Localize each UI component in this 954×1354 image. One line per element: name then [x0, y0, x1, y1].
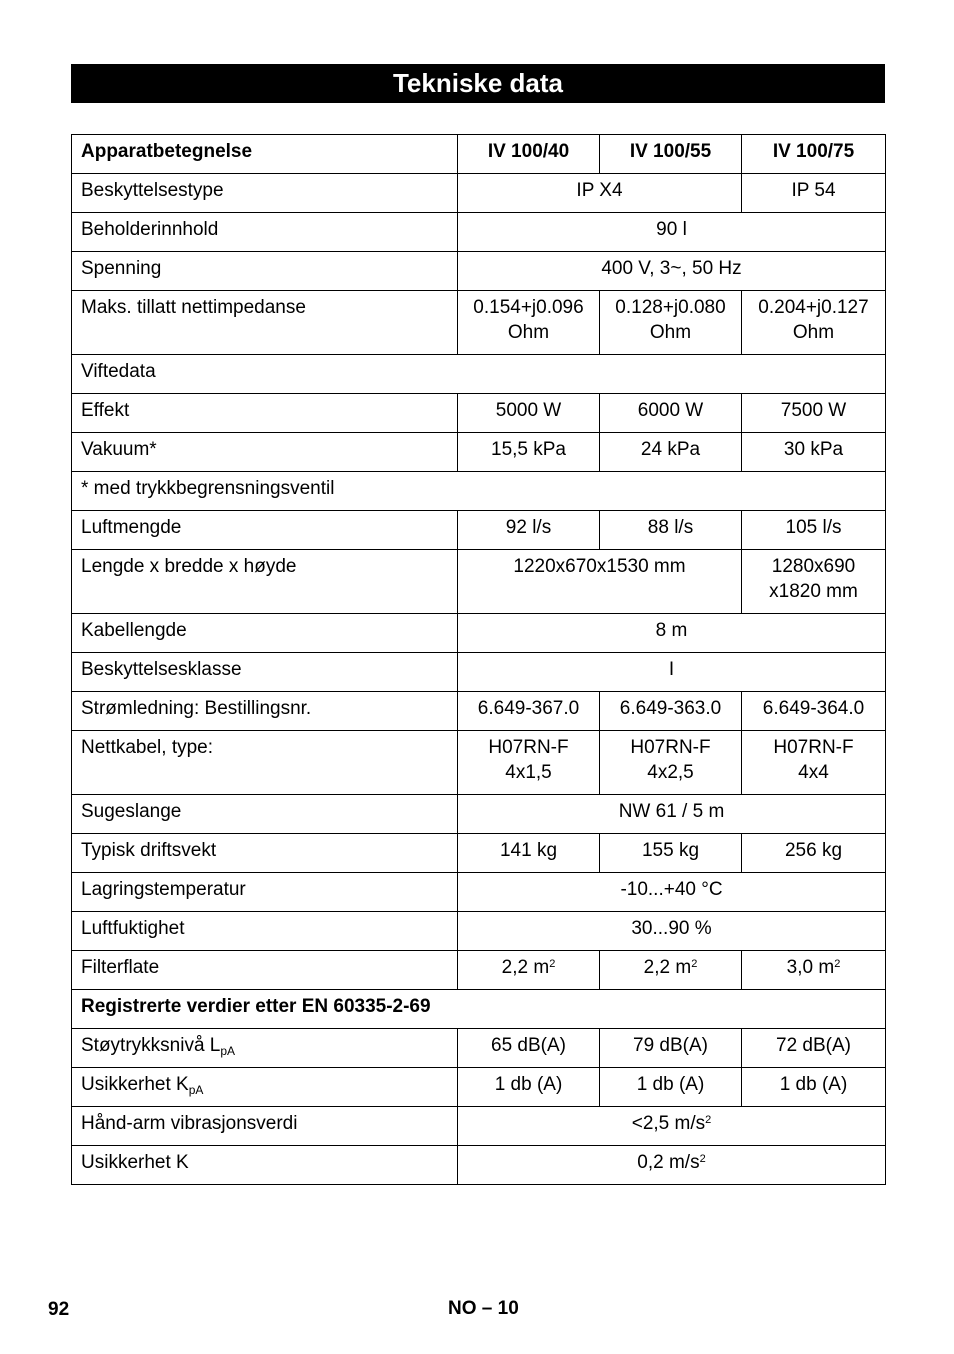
label-text: Usikkerhet K	[81, 1074, 189, 1095]
row-value	[742, 291, 886, 355]
row-value	[600, 951, 742, 990]
label-subscript: pA	[188, 1083, 204, 1097]
row-value: 1 db (A)	[458, 1068, 600, 1107]
value-line: H07RN-F	[773, 737, 854, 758]
value-line: 0.128+j0.080	[615, 297, 726, 318]
value-text: 2,2 m	[643, 957, 692, 978]
row-value: 6.649-363.0	[600, 692, 742, 731]
row-label: Spenning	[72, 252, 458, 291]
table-row	[72, 252, 886, 291]
row-value: IP X4	[458, 174, 742, 213]
value-text: 2,2 m	[501, 957, 550, 978]
row-label: Luftfuktighet	[72, 912, 458, 951]
row-label: Sugeslange	[72, 795, 458, 834]
header-model-2: IV 100/55	[600, 135, 742, 174]
row-label	[72, 1029, 458, 1068]
value-line: 1280x690	[771, 556, 856, 577]
row-value: 8 m	[458, 614, 886, 653]
table-row	[72, 653, 886, 692]
row-value	[742, 550, 886, 614]
page-title	[71, 64, 885, 103]
row-value	[458, 291, 600, 355]
row-value: I	[458, 653, 886, 692]
row-value: 79 dB(A)	[600, 1029, 742, 1068]
row-value: 6.649-364.0	[742, 692, 886, 731]
value-text: 0,2 m/s	[637, 1152, 700, 1173]
value-text: <2,5 m/s	[631, 1113, 706, 1134]
row-label: Beskyttelsesklasse	[72, 653, 458, 692]
table-row	[72, 1146, 886, 1185]
table-row	[72, 795, 886, 834]
note-label: * med trykkbegrensningsventil	[72, 472, 886, 511]
row-value: 90 l	[458, 213, 886, 252]
row-label: Effekt	[72, 394, 458, 433]
language-code: NO	[448, 1298, 477, 1319]
row-value	[742, 731, 886, 795]
row-label: Beholderinnhold	[72, 213, 458, 252]
spec-table	[71, 134, 886, 1185]
language-page-number: 10	[497, 1298, 519, 1319]
table-row	[72, 951, 886, 990]
value-line: 4x2,5	[647, 762, 694, 783]
row-value: 1 db (A)	[600, 1068, 742, 1107]
table-section-row	[72, 990, 886, 1029]
unit-superscript: 2	[691, 958, 698, 970]
row-label: Nettkabel, type:	[72, 731, 458, 795]
table-note-row	[72, 472, 886, 511]
table-row	[72, 1107, 886, 1146]
value-line: Ohm	[649, 322, 692, 343]
row-value: 6.649-367.0	[458, 692, 600, 731]
row-value: 30 kPa	[742, 433, 886, 472]
value-line: Ohm	[792, 322, 835, 343]
row-label: Lagringstemperatur	[72, 873, 458, 912]
row-value: 1220x670x1530 mm	[458, 550, 742, 614]
row-value: IP 54	[742, 174, 886, 213]
row-label: Typisk driftsvekt	[72, 834, 458, 873]
row-value: 1 db (A)	[742, 1068, 886, 1107]
table-row	[72, 213, 886, 252]
row-value: -10...+40 °C	[458, 873, 886, 912]
row-label	[72, 1068, 458, 1107]
table-row	[72, 1068, 886, 1107]
table-section-row	[72, 355, 886, 394]
section-label: Registrerte verdier etter EN 60335-2-69	[72, 990, 886, 1029]
unit-superscript: 2	[705, 1114, 712, 1126]
page-language-number	[448, 1298, 519, 1320]
row-value	[600, 291, 742, 355]
value-line: 0.154+j0.096	[473, 297, 584, 318]
table-row	[72, 394, 886, 433]
row-value: 105 l/s	[742, 511, 886, 550]
row-value: 92 l/s	[458, 511, 600, 550]
table-row	[72, 692, 886, 731]
unit-superscript: 2	[699, 1153, 706, 1165]
row-value	[600, 731, 742, 795]
row-label: Strømledning: Bestillingsnr.	[72, 692, 458, 731]
row-value	[458, 1107, 886, 1146]
row-label: Beskyttelsestype	[72, 174, 458, 213]
row-value: 6000 W	[600, 394, 742, 433]
table-row	[72, 912, 886, 951]
table-row	[72, 291, 886, 355]
row-value: 7500 W	[742, 394, 886, 433]
table-row	[72, 873, 886, 912]
row-label: Hånd-arm vibrasjonsverdi	[72, 1107, 458, 1146]
table-row	[72, 731, 886, 795]
row-value: 155 kg	[600, 834, 742, 873]
header-label: Apparatbetegnelse	[72, 135, 458, 174]
row-value: 30...90 %	[458, 912, 886, 951]
value-line: x1820 mm	[769, 581, 858, 602]
value-text: 3,0 m	[786, 957, 835, 978]
value-line: H07RN-F	[488, 737, 569, 758]
table-row	[72, 550, 886, 614]
row-value: 88 l/s	[600, 511, 742, 550]
value-line: Ohm	[507, 322, 550, 343]
row-value: 65 dB(A)	[458, 1029, 600, 1068]
table-row	[72, 834, 886, 873]
row-label: Vakuum*	[72, 433, 458, 472]
value-line: 4x1,5	[505, 762, 552, 783]
header-model-1: IV 100/40	[458, 135, 600, 174]
row-value	[458, 731, 600, 795]
row-value	[458, 951, 600, 990]
row-value: 400 V, 3~, 50 Hz	[458, 252, 886, 291]
separator: –	[481, 1298, 493, 1319]
row-value: 256 kg	[742, 834, 886, 873]
row-value: NW 61 / 5 m	[458, 795, 886, 834]
row-label: Luftmengde	[72, 511, 458, 550]
row-value: 5000 W	[458, 394, 600, 433]
row-label: Usikkerhet K	[72, 1146, 458, 1185]
section-label: Viftedata	[72, 355, 886, 394]
row-label: Filterflate	[72, 951, 458, 990]
row-label: Kabellengde	[72, 614, 458, 653]
table-row	[72, 174, 886, 213]
table-row	[72, 1029, 886, 1068]
page-title-text: Tekniske data	[392, 68, 564, 98]
table-header-row	[72, 135, 886, 174]
row-value: 141 kg	[458, 834, 600, 873]
unit-superscript: 2	[834, 958, 841, 970]
label-subscript: pA	[220, 1044, 236, 1058]
header-model-3: IV 100/75	[742, 135, 886, 174]
value-line: H07RN-F	[630, 737, 711, 758]
table-row	[72, 614, 886, 653]
value-line: 4x4	[798, 762, 829, 783]
row-value: 15,5 kPa	[458, 433, 600, 472]
unit-superscript: 2	[549, 958, 556, 970]
value-line: 0.204+j0.127	[758, 297, 869, 318]
row-label: Maks. tillatt nettimpedanse	[72, 291, 458, 355]
row-value: 72 dB(A)	[742, 1029, 886, 1068]
row-value	[742, 951, 886, 990]
table-row	[72, 511, 886, 550]
label-text: Støytrykksnivå L	[81, 1035, 221, 1056]
row-label: Lengde x bredde x høyde	[72, 550, 458, 614]
row-value	[458, 1146, 886, 1185]
page-number: 92	[48, 1299, 70, 1320]
row-value: 24 kPa	[600, 433, 742, 472]
table-row	[72, 433, 886, 472]
